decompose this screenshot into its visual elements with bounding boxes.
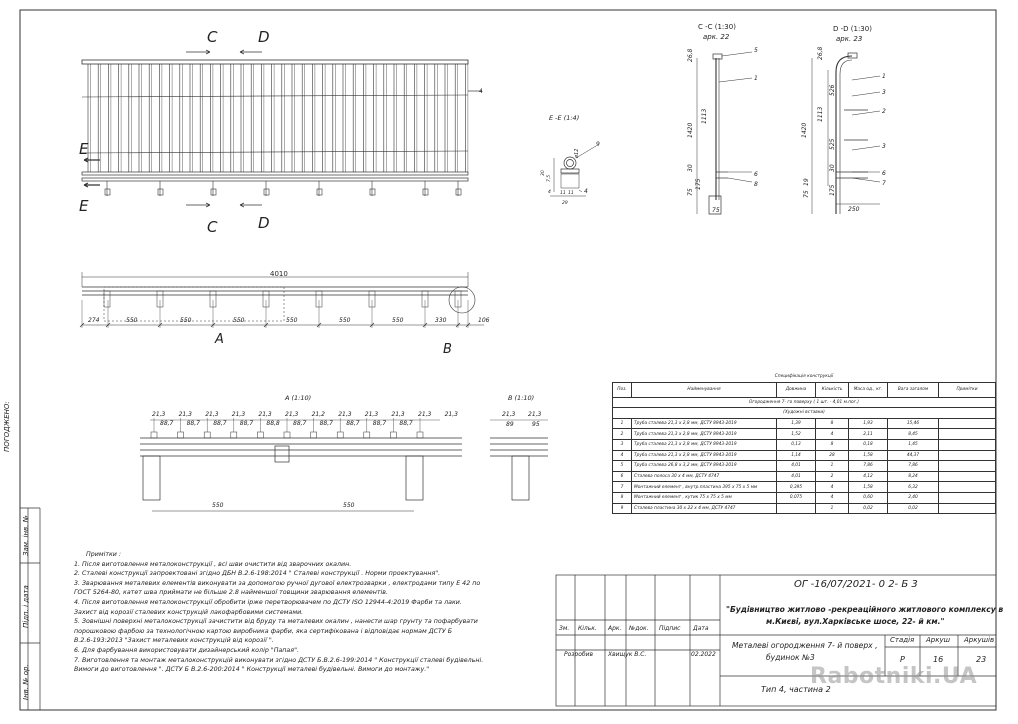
ee-title: E -E (1:4) <box>549 114 580 122</box>
cc-callout: 6 <box>754 171 758 178</box>
section-arrow <box>240 50 262 54</box>
mount-plate <box>143 456 160 500</box>
plan-post <box>104 291 110 307</box>
detail-b-drawing <box>490 420 548 500</box>
cc-dim: 75 <box>687 188 694 196</box>
dd-callout: 7 <box>882 180 886 187</box>
detail-a-title: A (1:10) <box>285 394 312 402</box>
detail-b-top-dim: 21,3 <box>528 411 542 418</box>
detail-a-mid-dim: 88,8 <box>266 420 280 427</box>
leader <box>719 78 752 82</box>
sheets-label: Аркушів <box>964 636 995 644</box>
spec-cell: 8 <box>816 439 849 450</box>
spec-cell: 0,02 <box>849 503 888 514</box>
detail-a-mid-dim: 88,7 <box>399 420 413 427</box>
leader <box>852 76 880 80</box>
spec-cell: Труба сталева 21,3 х 2,8 мм, ДСТУ 8943-2019 <box>632 450 777 461</box>
cc-callout: 5 <box>754 47 758 54</box>
detail-a-top-dim: 21,3 <box>152 411 166 418</box>
spec-cell: 4 <box>816 492 849 503</box>
plan-dim: 550 <box>392 317 404 324</box>
post-foot <box>317 189 322 195</box>
plate-ee <box>561 169 579 173</box>
spec-cell: 6,32 <box>888 482 939 493</box>
tube-ee-inner <box>567 160 574 167</box>
spec-cell: 2,11 <box>849 429 888 440</box>
note-line: 6. Для фарбування використовувати дизайнерський колір "Папая". <box>74 646 299 654</box>
cc-dim: 175 <box>695 178 702 190</box>
spec-cell <box>939 461 996 472</box>
spec-cell <box>777 503 816 514</box>
dd-title: D -D (1:30) <box>833 25 872 33</box>
spec-cell: 15,46 <box>888 418 939 429</box>
ee-dim: 29 <box>562 201 568 206</box>
section-arrow-e <box>84 158 100 162</box>
spec-cell: 1,58 <box>849 450 888 461</box>
tb-author: Хвищук В.С. <box>608 651 647 658</box>
tube-stub <box>231 432 237 438</box>
post-foot <box>264 189 269 195</box>
mount-plate <box>406 456 423 500</box>
label-e-top: E <box>79 140 89 158</box>
plan-dim: 550 <box>180 317 192 324</box>
note-line: 5. Зовнішні поверхні металоконструкції зачистити від бруду та металевих окалин , нанести шар грунту та пофарбувати <box>74 618 478 626</box>
tube-stub <box>151 432 157 438</box>
sheet-label: Аркуш <box>926 636 951 644</box>
section-arrow <box>186 203 210 207</box>
stage-label: Стадія <box>890 636 915 644</box>
detail-b-mid-dim: 89 <box>506 421 514 428</box>
note-line: ГОСТ 5264-80, катет шва приймати не більше 2.8 найменшої товщини зварювання елементів. <box>74 589 389 597</box>
ee-dim: 11 <box>560 191 566 196</box>
detail-a-frame <box>104 287 284 321</box>
leader <box>579 190 582 192</box>
tube-stub <box>417 432 423 438</box>
spec-cell: 0,02 <box>888 503 939 514</box>
sidebar-signdate: Підп. і дата <box>22 585 30 628</box>
dd-callout: 1 <box>882 73 886 80</box>
spec-row <box>613 429 996 440</box>
spec-caption: Специфікація конструкції <box>774 374 834 380</box>
label-view-a: A <box>215 332 224 347</box>
post-foot <box>158 189 163 195</box>
spec-cell: 2 <box>613 429 632 440</box>
handrail-dd <box>848 53 857 58</box>
sheets-value: 23 <box>976 655 987 664</box>
notes-lines <box>74 560 514 675</box>
sidebar-agreed: ПОГОДЖЕНО: <box>3 401 11 452</box>
ee-dim: 4 <box>548 190 551 195</box>
detail-a-mid-dim: 88,7 <box>160 420 174 427</box>
detail-a-mid-dim: 88,7 <box>372 420 387 427</box>
plan-dim: 550 <box>233 317 245 324</box>
spec-cell: 4,01 <box>777 461 816 472</box>
railing-plan <box>80 272 484 328</box>
cc-dim-texts <box>687 47 758 214</box>
spec-cell: Труба сталева 26,8 х 3,2 мм, ДСТУ 8943-2019 <box>632 461 777 472</box>
dd-dim: 30 <box>829 164 836 172</box>
detail-a-bottom-dim: 550 <box>343 502 355 509</box>
spec-cell: 3 <box>613 439 632 450</box>
spec-cell: 0,18 <box>849 439 888 450</box>
post-foot <box>423 189 428 195</box>
spec-cell <box>939 482 996 493</box>
dd-dim: 250 <box>848 206 860 213</box>
spec-section-row: Огородження 7- го поверху ( 1 шт. - 4,01 м.пог.) <box>613 397 996 408</box>
ee-callout: 9 <box>596 141 600 148</box>
spec-header: Найменування <box>632 382 777 397</box>
spec-header: Вага загалом <box>888 382 939 397</box>
sidebar-replace: Зам. інв. № <box>22 515 30 556</box>
leader <box>852 178 880 182</box>
spec-cell <box>939 429 996 440</box>
dd-dim: 525 <box>829 138 836 150</box>
tube-stub <box>390 432 396 438</box>
dd-dim: 526 <box>829 84 836 96</box>
detail-a-mid-dim: 88,7 <box>213 420 227 427</box>
section-arrow <box>240 203 262 207</box>
leader <box>852 92 880 96</box>
spec-cell: 1,93 <box>849 418 888 429</box>
spec-cell: 7 <box>613 482 632 493</box>
spec-row <box>613 503 996 514</box>
stage-value: Р <box>900 655 905 664</box>
mount-plate <box>275 446 289 462</box>
cc-dim: 1113 <box>701 108 708 124</box>
mid-line <box>82 151 468 153</box>
sheet-value: 16 <box>933 655 944 664</box>
spec-row <box>613 450 996 461</box>
dd-callout: 2 <box>882 108 886 115</box>
dd-callout: 3 <box>882 89 886 96</box>
spec-cell: 9 <box>613 503 632 514</box>
handrail-cc <box>713 54 722 59</box>
dd-dim-texts <box>801 46 886 213</box>
tb-col-header: Арк. <box>608 625 622 632</box>
tb-role: Розробив <box>564 651 594 658</box>
plan-dim-ticks <box>80 300 470 328</box>
spec-cell: 44,37 <box>888 450 939 461</box>
leader <box>728 178 752 182</box>
leader <box>852 146 880 150</box>
spec-cell: 7,86 <box>849 461 888 472</box>
spec-cell: Монтажний елемент , внутр.пластина 395 х 75 х 5 мм <box>632 482 777 493</box>
detail-a-top-dim: 21,3 <box>285 411 299 418</box>
mount-plate <box>512 456 529 500</box>
specification-table <box>612 372 996 514</box>
leader <box>722 52 752 56</box>
tube-stub <box>257 432 263 438</box>
detail-a-top-dim: 21,3 <box>178 411 192 418</box>
detail-a-top-dim: 21,3 <box>418 411 432 418</box>
leader <box>852 111 880 115</box>
mid-line <box>82 95 468 97</box>
label-c-top: C <box>207 28 218 46</box>
project-line-2: м.Києві, вул.Харківське шосе, 22- й км." <box>766 617 945 626</box>
cc-dim: 26,8 <box>687 48 694 62</box>
note-line: порошковою фарбою за технологічною картою виробника фарби, яка сертифікована і відповідає нормам ДСТУ Б <box>74 627 453 635</box>
callout-4: 4 <box>479 88 483 95</box>
spec-cell <box>939 439 996 450</box>
sidebar-inventory: Інв. № ор. <box>22 664 30 700</box>
detail-a-top-dim: 21,3 <box>444 411 458 418</box>
detail-a-mid-dim: 88,7 <box>346 420 360 427</box>
spec-cell <box>939 503 996 514</box>
notes-title: Примітки : <box>86 551 122 558</box>
tube-stub <box>311 432 317 438</box>
detail-a-bottom-dim: 550 <box>212 502 224 509</box>
spec-row <box>613 482 996 493</box>
detail-a-top-dim: 21,2 <box>311 411 325 418</box>
spec-cell: 8 <box>613 492 632 503</box>
spec-cell: Сталева полоса 30 х 4 мм, ДСТУ 4747 <box>632 471 777 482</box>
ee-dim: ø12 <box>574 148 580 158</box>
plan-dim: 550 <box>286 317 298 324</box>
cc-callout: 1 <box>754 75 758 82</box>
top-handrail <box>82 60 468 64</box>
dd-callout: 6 <box>882 170 886 177</box>
detail-a-top-dim: 21,3 <box>364 411 379 418</box>
detail-a-top-dim: 21,3 <box>338 411 352 418</box>
watermark: Rabotniki.UA <box>810 664 978 689</box>
project-line-1: "Будівництво житлово -рекреаційного житлового комплексу в <box>726 605 1004 614</box>
detail-b-mid-dim: 95 <box>532 421 540 428</box>
note-line: В.2.6-193:2013 "Захист металевих конструкцій від корозії ". <box>74 637 274 645</box>
spec-cell: Труба сталева 21,3 х 2,8 мм, ДСТУ 8943-2019 <box>632 429 777 440</box>
detail-a-top-dim: 21,3 <box>258 411 272 418</box>
plan-posts <box>104 291 461 307</box>
cc-callout: 8 <box>754 181 758 188</box>
spec-cell <box>939 471 996 482</box>
spec-cell: 28 <box>816 450 849 461</box>
post-foot <box>211 189 216 195</box>
tb-col-header: Підпис <box>659 625 681 632</box>
spec-cell: 6 <box>613 471 632 482</box>
spec-cell: 1,45 <box>888 439 939 450</box>
ee-callout: 4 <box>584 188 588 195</box>
spec-cell: 1,39 <box>777 418 816 429</box>
note-line: Захист від корозії сталевих конструкцій лакофарбовими системами. <box>74 608 304 616</box>
label-d-top: D <box>258 28 270 46</box>
spec-header: Довжина <box>777 382 816 397</box>
curved-post-dd <box>840 60 852 214</box>
spec-cell: 5 <box>613 461 632 472</box>
spec-cell: 1 <box>816 461 849 472</box>
drawing-code: ОГ -16/07/2021- 0 2- Б 3 <box>794 579 918 590</box>
spec-cell: 2 <box>816 471 849 482</box>
post-foot <box>456 189 461 195</box>
post-foot <box>370 189 375 195</box>
sheet-title-2: будинок №3 <box>766 653 815 662</box>
label-d-bottom: D <box>258 214 270 232</box>
detail-b-title: B (1:10) <box>508 394 535 402</box>
plan-dim-texts <box>88 317 490 324</box>
ee-dim: 7,5 <box>547 174 552 182</box>
detail-a-dim-texts <box>152 411 458 509</box>
note-line: 7. Виготовлення та монтаж металоконструкцій виконувати згідно ДСТУ Б.В.2.6-199:2014 " Конструкції сталеві будівельні. <box>74 656 484 664</box>
spec-cell: 1 <box>613 418 632 429</box>
detail-a-top-dim: 21,3 <box>231 411 246 418</box>
note-line: 3. Зварювання металевих елементів виконувати за допомогою ручної дугової електрозварки , електродами типу Е 42 по <box>74 579 481 587</box>
tube-stub <box>178 432 184 438</box>
spec-cell: Монтажний елемент , кутик 75 х 75 х 5 мм <box>632 492 777 503</box>
section-arrow <box>186 50 210 54</box>
tb-col-header: №док. <box>629 625 649 632</box>
spec-cell: 4 <box>816 482 849 493</box>
spec-cell: 1,52 <box>777 429 816 440</box>
tb-col-header: Дата <box>693 625 709 632</box>
bottom-rail-2 <box>82 178 468 181</box>
spec-subsection-row: (Художні вставки) <box>613 408 996 419</box>
spec-header: Поз. <box>613 382 632 397</box>
spec-cell <box>939 418 996 429</box>
ee-dim: 11 <box>568 191 574 196</box>
spec-cell: 7,86 <box>888 461 939 472</box>
spec-row <box>613 471 996 482</box>
detail-a-drawing <box>140 418 462 511</box>
dd-dim: 1113 <box>817 106 824 122</box>
spec-cell: 0,075 <box>777 492 816 503</box>
spec-header: Маса од., кг. <box>849 382 888 397</box>
sheet-title-1: Металеві огородження 7- й поверх , <box>732 641 878 650</box>
spec-row <box>613 418 996 429</box>
detail-a-mid-dim: 88,7 <box>293 420 307 427</box>
spec-cell <box>939 492 996 503</box>
dd-dim: 26,8 <box>817 46 824 60</box>
spec-cell: 8 <box>816 418 849 429</box>
spec-header: Кількість <box>816 382 849 397</box>
spec-cell: Сталева пластина 30 х 22 х 4 мм, ДСТУ 4747 <box>632 503 777 514</box>
tube-stub <box>204 432 210 438</box>
plan-dim: 550 <box>126 317 138 324</box>
cc-title: C -C (1:30) <box>698 23 736 31</box>
note-line: Вимоги до виготовлення ". ДСТУ Б В.2.6-200:2014 " Конструкції металеві будівельні. Вимоги до монтажу." <box>74 666 430 674</box>
plan-dim: 330 <box>435 317 447 324</box>
cc-subtitle: арк. 22 <box>703 33 730 41</box>
section-arrow-e <box>84 183 100 187</box>
label-c-bottom: C <box>207 218 218 236</box>
spec-cell <box>939 450 996 461</box>
strip-ee <box>561 174 579 188</box>
detail-a-top-dim: 21,3 <box>205 411 219 418</box>
spec-cell: Труба сталева 21,3 х 2,8 мм, ДСТУ 8943-2019 <box>632 439 777 450</box>
spec-cell: 0,395 <box>777 482 816 493</box>
spec-cell: 0,60 <box>849 492 888 503</box>
section-cc-drawing <box>697 52 752 214</box>
plan-dim: 550 <box>339 317 351 324</box>
dd-dim: 19 <box>803 178 810 186</box>
detail-b-dim-texts <box>502 411 542 428</box>
spec-cell: 4,12 <box>849 471 888 482</box>
cc-dim: 30 <box>687 164 694 172</box>
plan-overall-dim: 4010 <box>270 270 288 278</box>
detail-a-mid-dim: 88,7 <box>186 420 200 427</box>
spec-cell: 8,24 <box>888 471 939 482</box>
railing-elevation <box>82 50 482 207</box>
notes-block <box>74 550 514 675</box>
dd-subtitle: арк. 23 <box>836 35 863 43</box>
tb-col-header: Кільк. <box>578 625 597 632</box>
tube-stub <box>364 432 370 438</box>
detail-a-mid-dim: 88,7 <box>319 420 333 427</box>
spec-header: Примітки <box>939 382 996 397</box>
note-line: 4. Після виготовлення металоконструкції обробити ірже перетворювачем по ДСТУ ISO 12944-4:2019 Фарби та лаки. <box>74 598 462 606</box>
detail-a-mid-dim: 88,7 <box>239 420 254 427</box>
curved-post-dd <box>836 56 852 214</box>
spec-cell: 1,14 <box>777 450 816 461</box>
spec-cell: Труба сталева 21,3 х 2,8 мм, ДСТУ 8943-2019 <box>632 418 777 429</box>
tb-date: 02.2022 <box>691 651 716 658</box>
label-e-bottom: E <box>79 197 89 215</box>
ee-dim: 30 <box>541 170 546 176</box>
cc-dim: 75 <box>712 207 720 214</box>
plan-dim: 274 <box>88 317 100 324</box>
spec-row <box>613 492 996 503</box>
note-line: 2. Сталеві конструкції запроектовані згідно ДБН В.2.6-198:2014 " Сталеві конструкції . Норми проектування". <box>74 570 441 578</box>
spec-row <box>613 439 996 450</box>
tube-stub <box>284 432 290 438</box>
plan-dim: 106 <box>478 317 490 324</box>
spec-cell: 1,58 <box>849 482 888 493</box>
spec-cell: 2,40 <box>888 492 939 503</box>
spec-cell: 4,01 <box>777 471 816 482</box>
spec-cell: 0,13 <box>777 439 816 450</box>
sheet-subtitle: Тип 4, частина 2 <box>761 685 831 694</box>
tb-col-header: Зм. <box>559 625 570 632</box>
section-ee-drawing <box>550 146 596 196</box>
section-dd-drawing <box>812 53 880 214</box>
label-view-b: B <box>443 342 452 357</box>
detail-a-top-dim: 21,3 <box>391 411 405 418</box>
spec-cell: 8,45 <box>888 429 939 440</box>
balusters <box>88 64 468 196</box>
note-line: 1. Після виготовлення металоконструкції , всі шви очистити від зварочних окалин. <box>74 560 352 568</box>
spec-cell: 4 <box>816 429 849 440</box>
dd-dim: 1420 <box>801 122 808 138</box>
bottom-rail <box>82 172 468 175</box>
post-foot <box>105 189 110 195</box>
tube-stub <box>337 432 343 438</box>
spec-row <box>613 461 996 472</box>
detail-b-top-dim: 21,3 <box>502 411 516 418</box>
cc-dim: 1420 <box>687 122 694 138</box>
dd-dim: 75 <box>803 190 810 198</box>
dd-dim: 175 <box>829 184 836 196</box>
spec-cell: 1 <box>816 503 849 514</box>
dd-callout: 3 <box>882 143 886 150</box>
spec-cell: 4 <box>613 450 632 461</box>
